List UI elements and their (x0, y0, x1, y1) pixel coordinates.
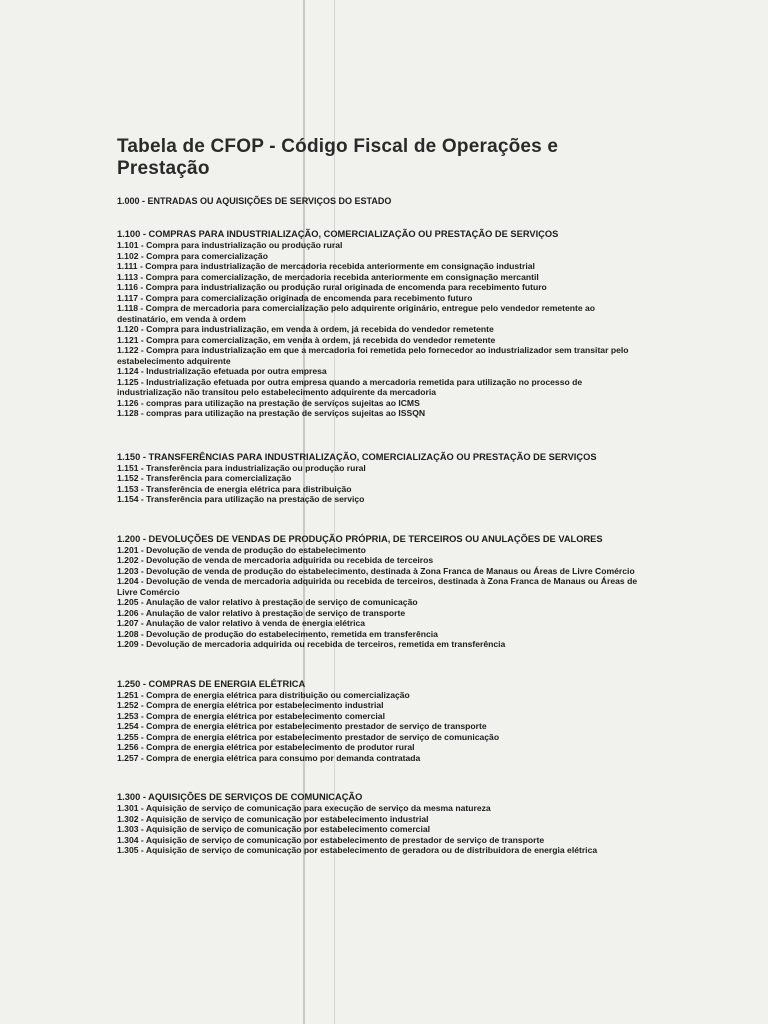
cfop-item: 1.301 - Aquisição de serviço de comunicação para execução de serviço da mesma natureza (117, 803, 491, 813)
cfop-section (117, 679, 647, 764)
cfop-item: 1.120 - Compra para industrialização, em venda à ordem, já recebida do vendedor remetente (117, 324, 494, 334)
cfop-item: 1.125 - Industrialização efetuada por outra empresa quando a mercadoria remetida para utilização no processo de industrialização não transitou pelo estabelecimento adquirente da mercadoria (117, 376, 583, 397)
cfop-item: 1.153 - Transferência de energia elétrica para distribuição (117, 483, 352, 494)
group-heading: 1.000 - ENTRADAS OU AQUISIÇÕES DE SERVIÇOS DO ESTADO (117, 196, 392, 206)
cfop-item: 1.124 - Industrialização efetuada por outra empresa (117, 366, 327, 376)
cfop-item: 1.116 - Compra para industrialização ou produção rural originada de encomenda para recebimento futuro (117, 282, 547, 292)
cfop-item: 1.257 - Compra de energia elétrica para consumo por demanda contratada (117, 752, 421, 763)
cfop-item: 1.118 - Compra de mercadoria para comercialização pelo adquirente originário, entregue pelo vendedor remetente ao destinatário, em venda à ordem (117, 303, 596, 324)
cfop-item: 1.111 - Compra para industrialização de mercadoria recebida anteriormente em consignação industrial (117, 261, 535, 271)
cfop-item: 1.304 - Aquisição de serviço de comunicação por estabelecimento de prestador de serviço de transporte (117, 834, 545, 845)
cfop-item: 1.152 - Transferência para comercialização (117, 473, 292, 483)
cfop-item: 1.126 - compras para utilização na prestação de serviços sujeitas ao ICMS (117, 397, 420, 408)
cfop-item: 1.252 - Compra de energia elétrica por estabelecimento industrial (117, 700, 384, 710)
cfop-item: 1.154 - Transferência para utilização na prestação de serviço (117, 494, 365, 504)
section-heading: 1.150 - TRANSFERÊNCIAS PARA INDUSTRIALIZAÇÃO, COMERCIALIZAÇÃO OU PRESTAÇÃO DE SERVIÇOS (117, 451, 597, 462)
cfop-item: 1.253 - Compra de energia elétrica por estabelecimento comercial (117, 710, 385, 721)
cfop-item: 1.113 - Compra para comercialização, de mercadoria recebida anteriormente em consignação mercantil (117, 271, 539, 282)
section-heading: 1.300 - AQUISIÇÕES DE SERVIÇOS DE COMUNICAÇÃO (117, 792, 363, 802)
cfop-item: 1.102 - Compra para comercialização (117, 250, 268, 261)
cfop-item: 1.302 - Aquisição de serviço de comunicação por estabelecimento industrial (117, 813, 429, 824)
cfop-item: 1.101 - Compra para industrialização ou produção rural (117, 240, 343, 250)
cfop-item: 1.206 - Anulação de valor relativo à prestação de serviço de transporte (117, 607, 406, 618)
cfop-item: 1.209 - Devolução de mercadoria adquirida ou recebida de terceiros, remetida em transferência (117, 639, 506, 649)
page-title: Tabela de CFOP - Código Fiscal de Operações e Prestação (117, 136, 559, 179)
cfop-item: 1.251 - Compra de energia elétrica para distribuição ou comercialização (117, 689, 410, 700)
cfop-item: 1.151 - Transferência para industrialização ou produção rural (117, 462, 366, 473)
cfop-item: 1.205 - Anulação de valor relativo à prestação de serviço de comunicação (117, 597, 418, 607)
cfop-item: 1.128 - compras para utilização na prestação de serviços sujeitas ao ISSQN (117, 408, 426, 418)
section-heading: 1.100 - COMPRAS PARA INDUSTRIALIZAÇÃO, COMERCIALIZAÇÃO OU PRESTAÇÃO DE SERVIÇOS (117, 229, 559, 239)
cfop-item: 1.117 - Compra para comercialização originada de encomenda para recebimento futuro (117, 292, 473, 303)
cfop-section (117, 534, 647, 650)
document-page (117, 136, 647, 856)
cfop-section (117, 792, 647, 856)
cfop-item: 1.201 - Devolução de venda de produção do estabelecimento (117, 544, 366, 555)
cfop-section (117, 452, 647, 505)
cfop-item: 1.204 - Devolução de venda de mercadoria adquirida ou recebida de terceiros, destinada à Zona Franca de Manaus ou Áreas de Livre Comércio (117, 576, 638, 597)
cfop-section (117, 229, 647, 419)
cfop-item: 1.254 - Compra de energia elétrica por estabelecimento prestador de serviço de transporte (117, 721, 487, 731)
section-heading: 1.250 - COMPRAS DE ENERGIA ELÉTRICA (117, 678, 306, 689)
section-heading: 1.200 - DEVOLUÇÕES DE VENDAS DE PRODUÇÃO PRÓPRIA, DE TERCEIROS OU ANULAÇÕES DE VALORES (117, 533, 603, 544)
cfop-item: 1.256 - Compra de energia elétrica por estabelecimento de produtor rural (117, 742, 415, 752)
cfop-item: 1.203 - Devolução de venda de produção do estabelecimento, destinada à Zona Franca de Manaus ou Áreas de Livre Comércio (117, 565, 635, 576)
cfop-item: 1.121 - Compra para comercialização, em venda à ordem, já recebida do vendedor remetente (117, 334, 496, 345)
cfop-item: 1.122 - Compra para industrialização em que a mercadoria foi remetida pelo fornecedor ao industrializador sem transitar pelo estabelecimento adquirente (117, 345, 629, 366)
cfop-item: 1.207 - Anulação de valor relativo à venda de energia elétrica (117, 618, 366, 628)
cfop-item: 1.202 - Devolução de venda de mercadoria adquirida ou recebida de terceiros (117, 555, 434, 565)
cfop-item: 1.255 - Compra de energia elétrica por estabelecimento prestador de serviço de comunicação (117, 731, 500, 742)
cfop-item: 1.208 - Devolução de produção do estabelecimento, remetida em transferência (117, 628, 438, 639)
cfop-item: 1.305 - Aquisição de serviço de comunicação por estabelecimento de geradora ou de distribuidora de energia elétrica (117, 845, 598, 855)
cfop-item: 1.303 - Aquisição de serviço de comunicação por estabelecimento comercial (117, 824, 431, 834)
